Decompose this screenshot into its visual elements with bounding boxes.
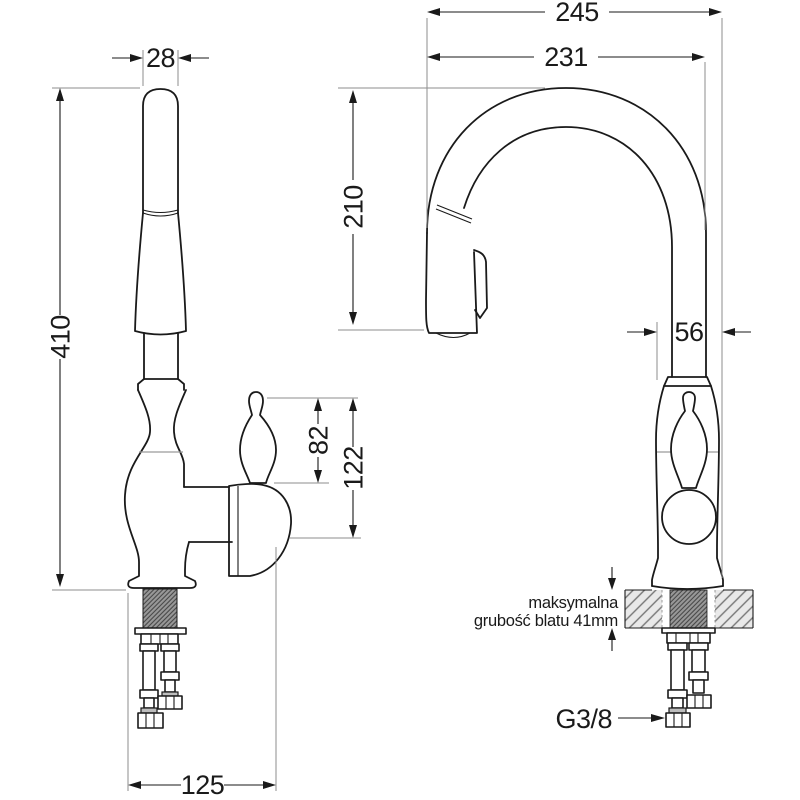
pullout-spray-head	[426, 205, 487, 338]
dim-label-total-depth: 245	[555, 0, 599, 27]
left-flange	[135, 628, 186, 634]
dim-countertop-thickness	[474, 567, 619, 651]
right-supply-hose-front	[666, 643, 690, 727]
dim-total-depth-245	[427, 0, 722, 578]
left-supply-hose-front	[138, 644, 163, 728]
right-mount-nut	[667, 633, 710, 643]
right-threaded-shank	[670, 590, 707, 628]
dim-clearance-height-210	[338, 88, 545, 330]
left-neck	[144, 333, 178, 379]
right-body	[652, 386, 664, 586]
dim-label-base-depth: 125	[180, 770, 225, 800]
dim-label-spout-width: 28	[145, 43, 176, 73]
right-body-cap	[664, 377, 711, 386]
connector-thread-text: G3/8	[555, 704, 612, 734]
dim-spout-height-122	[290, 398, 369, 538]
right-lever-handle	[671, 392, 707, 488]
left-lever-handle	[240, 392, 276, 483]
dim-label-spout-height: 122	[338, 446, 369, 490]
right-faucet-drawing	[426, 88, 753, 727]
countertop-note-line2: grubość blatu 41mm	[473, 612, 618, 630]
dim-body-width-56	[627, 317, 751, 380]
left-spout-tube	[143, 89, 178, 213]
right-body-medallion	[662, 490, 716, 544]
right-supply-hose-rear	[687, 643, 711, 708]
countertop-slab	[625, 590, 753, 628]
countertop-note-line1: maksymalna	[528, 594, 618, 612]
left-faucet-drawing	[125, 89, 291, 728]
dim-label-total-height: 410	[45, 315, 76, 359]
left-arm	[184, 487, 232, 542]
dim-label-clearance-height: 210	[338, 185, 369, 229]
dim-spout-width-28	[112, 43, 209, 86]
left-body	[125, 390, 196, 588]
dim-label-spout-reach: 231	[544, 42, 588, 72]
left-collar	[138, 379, 184, 390]
label-connector-thread	[555, 704, 665, 734]
left-spout-cone	[135, 213, 186, 335]
dim-spout-reach-231	[427, 42, 705, 230]
left-supply-hose-rear	[158, 644, 182, 709]
left-threaded-shank	[143, 589, 177, 628]
dim-label-body-width: 56	[674, 317, 704, 347]
dim-label-handle-height: 82	[303, 425, 334, 456]
